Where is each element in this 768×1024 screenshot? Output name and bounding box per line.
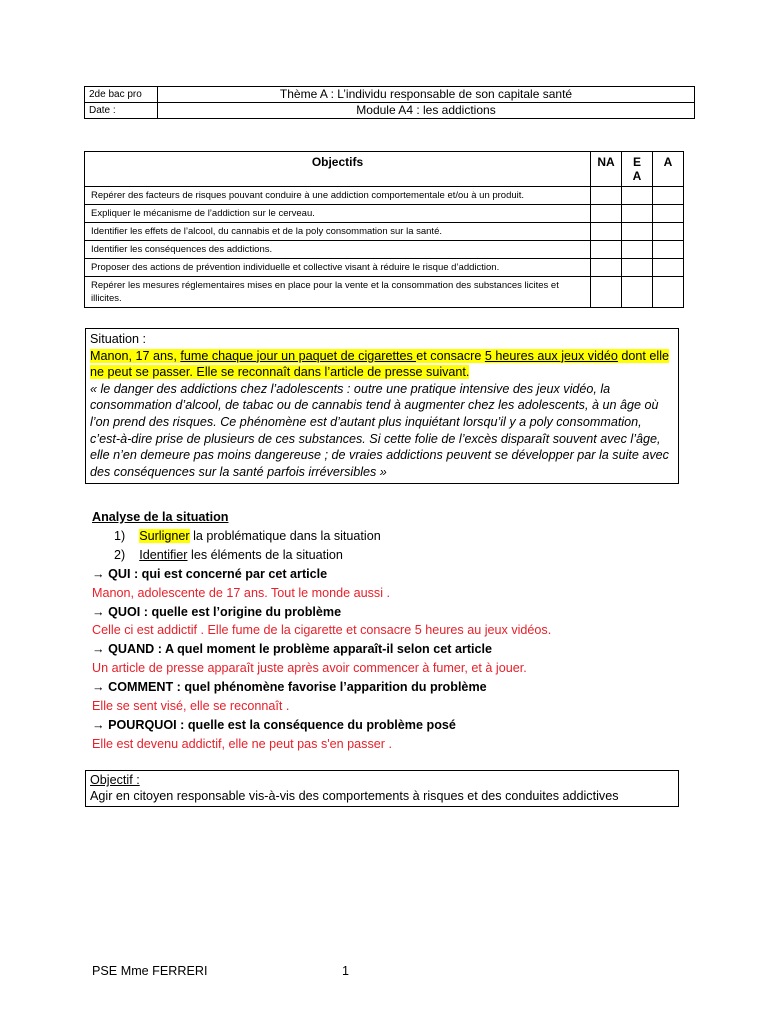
step-2: 2) Identifier les éléments de la situation	[114, 547, 343, 562]
date-label: Date :	[85, 103, 158, 119]
objective-row: Identifier les effets de l’alcool, du cannabis et de la poly consommation sur la santé.	[85, 223, 684, 241]
objectifs-header: Objectifs	[85, 152, 591, 187]
question-pourquoi: → POURQUOI : quelle est la conséquence du problème posé	[92, 717, 456, 732]
answer-comment: Elle se sent visé, elle se reconnaît .	[92, 699, 290, 714]
question-comment: → COMMENT : quel phénomène favorise l’apparition du problème	[92, 680, 487, 695]
na-header: NA	[591, 152, 622, 187]
answer-pourquoi: Elle est devenu addictif, elle ne peut pas s'en passer .	[92, 736, 392, 751]
answer-quoi: Celle ci est addictif . Elle fume de la cigarette et consacre 5 heures au jeux vidéos.	[92, 623, 552, 638]
answer-qui: Manon, adolescente de 17 ans. Tout le monde aussi .	[92, 585, 391, 600]
analysis-heading: Analyse de la situation	[92, 510, 229, 524]
step-1: 1) Surligner la problématique dans la situation	[114, 528, 381, 543]
question-quand: → QUAND : A quel moment le problème apparaît-il selon cet article	[92, 642, 493, 657]
ea-header: E A	[622, 152, 653, 187]
theme-title: Thème A : L’individu responsable de son capitale santé	[158, 87, 695, 103]
objective-row: Identifier les conséquences des addictions.	[85, 241, 684, 259]
objective-row: Repérer les mesures réglementaires mises en place pour la vente et la consommation des substances licites et illicites.	[85, 277, 684, 308]
objective-row: Repérer des facteurs de risques pouvant conduire à une addiction comportementale et/ou à un produit.	[85, 187, 684, 205]
objective-row: Expliquer le mécanisme de l’addiction sur le cerveau.	[85, 205, 684, 223]
class-label: 2de bac pro	[85, 87, 158, 103]
question-qui: → QUI : qui est concerné par cet article	[92, 566, 328, 581]
objective-label: Objectif :	[90, 773, 140, 787]
a-header: A	[653, 152, 684, 187]
module-title: Module A4 : les addictions	[158, 103, 695, 119]
objectives-table	[84, 151, 684, 308]
analysis-section	[92, 508, 692, 754]
objective-row: Proposer des actions de prévention individuelle et collective visant à réduire le risque d’addiction.	[85, 259, 684, 277]
question-quoi: → QUOI : quelle est l’origine du problème	[92, 604, 342, 619]
answer-quand: Un article de presse apparaît juste après avoir commencer à fumer, et à jouer.	[92, 661, 527, 676]
situation-text: Manon, 17 ans, fume chaque jour un paquet de cigarettes et consacre 5 heures aux jeux vidéo dont elle ne peut se passer. Elle se reconnaît dans l’article de presse suivant.	[90, 348, 670, 380]
header-table	[84, 86, 695, 119]
press-article-quote: « le danger des addictions chez l’adolescents : outre une pratique intensive des jeux vidéo, la consommation d’alcool, de tabac ou de cannabis tend à augmenter chez les adolescents, à un âge où l’on prend des risques. Ce phénomène est d’autant plus inquiétant lorsqu’il y a poly consommation, c’est-à-dire prise de plusieurs de ces substances. Si cette folie de l’excès disparaît souvent avec l’âge, elle n’en demeure pas moins dangereuse ; de vraies addictions peuvent se développer par la suite avec des conséquences sur la santé parfois irréversibles »	[90, 381, 669, 479]
situation-label: Situation :	[90, 332, 147, 346]
situation-box	[85, 328, 679, 484]
page-number: 1	[342, 964, 350, 978]
objective-box	[85, 770, 679, 807]
objective-text: Agir en citoyen responsable vis-à-vis des comportements à risques et des conduites addictives	[90, 789, 619, 803]
footer-author: PSE Mme FERRERI	[92, 964, 208, 978]
